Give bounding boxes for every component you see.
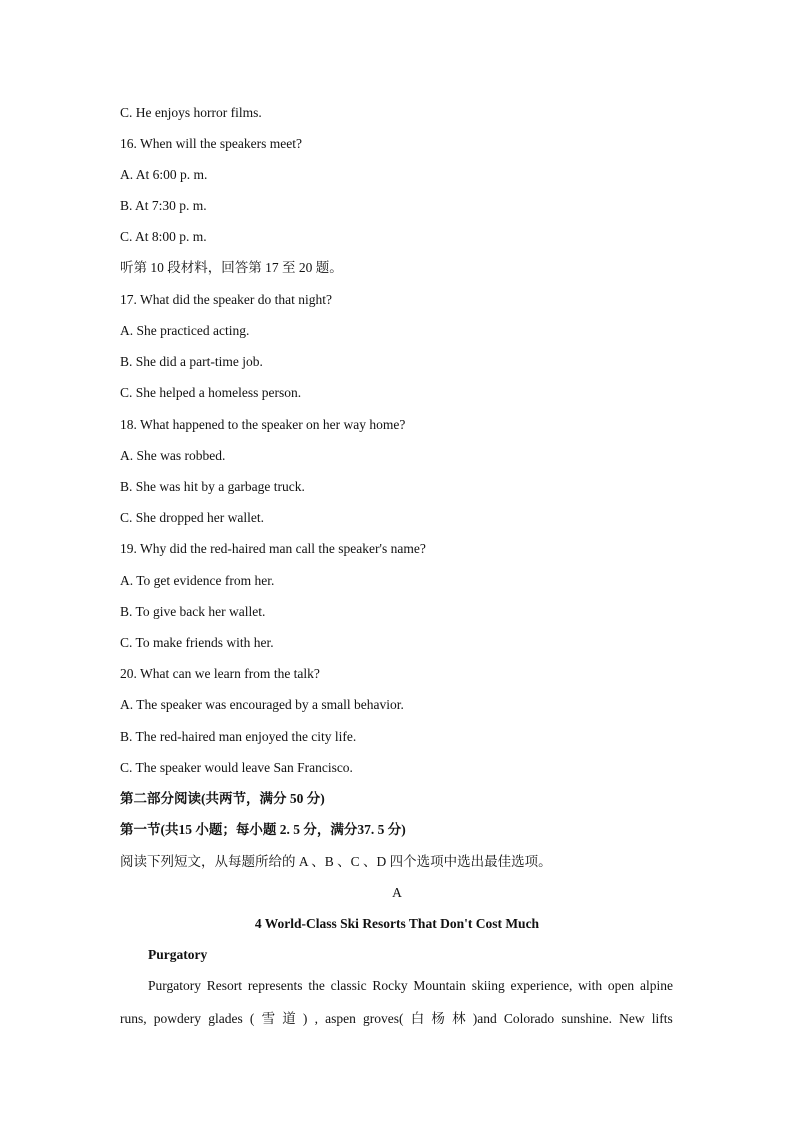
- word: 道: [282, 1011, 296, 1026]
- option-18b: B. She was hit by a garbage truck.: [120, 479, 305, 494]
- word: Colorado: [503, 1011, 555, 1026]
- passage-title: 4 World-Class Ski Resorts That Don't Cost Much: [254, 916, 540, 931]
- word: open: [607, 978, 635, 993]
- paragraph-line-1: [120, 977, 673, 995]
- option-16a: A. At 6:00 p. m.: [120, 167, 208, 182]
- word: Resort: [206, 978, 243, 993]
- option-17b: B. She did a part-time job.: [120, 354, 263, 369]
- word: New: [619, 1011, 645, 1026]
- word: runs,: [120, 1011, 147, 1026]
- word: experience,: [510, 978, 573, 993]
- word: Rocky: [372, 978, 408, 993]
- word: ,: [314, 1011, 318, 1026]
- word: (: [249, 1011, 255, 1026]
- question-20: 20. What can we learn from the talk?: [120, 666, 320, 681]
- word: aspen: [325, 1011, 356, 1026]
- reading-instruction: 阅读下列短文，从每题所给的 A 、B 、C 、D 四个选项中选出最佳选项。: [120, 854, 552, 869]
- word: the: [308, 978, 325, 993]
- word: ): [302, 1011, 308, 1026]
- option-20a: A. The speaker was encouraged by a small behavior.: [120, 697, 404, 712]
- word: skiing: [471, 978, 505, 993]
- question-18: 18. What happened to the speaker on her way home?: [120, 417, 406, 432]
- resort-subheading: Purgatory: [148, 947, 208, 962]
- option-19c: C. To make friends with her.: [120, 635, 274, 650]
- option-19b: B. To give back her wallet.: [120, 604, 266, 619]
- word: lifts: [651, 1011, 673, 1026]
- question-17: 17. What did the speaker do that night?: [120, 292, 332, 307]
- word: alpine: [639, 978, 673, 993]
- paragraph-line-1-text: [120, 977, 673, 995]
- listening-instruction: 听第 10 段材料，回答第 17 至 20 题。: [120, 260, 343, 275]
- option-18c: C. She dropped her wallet.: [120, 510, 264, 525]
- part-heading: 第二部分阅读(共两节，满分 50 分): [120, 791, 325, 806]
- option-19a: A. To get evidence from her.: [120, 573, 275, 588]
- word: represents: [247, 978, 303, 993]
- word: groves(: [363, 1011, 404, 1026]
- word: 杨: [431, 1011, 445, 1026]
- word: powdery: [153, 1011, 202, 1026]
- question-16: 16. When will the speakers meet?: [120, 136, 302, 151]
- section-heading: 第一节(共15 小题；每小题 2. 5 分，满分37. 5 分): [120, 822, 406, 837]
- word: 雪: [261, 1011, 276, 1026]
- word: )and: [472, 1011, 497, 1026]
- word: with: [578, 978, 603, 993]
- word: 白: [410, 1011, 425, 1026]
- option-18a: A. She was robbed.: [120, 448, 226, 463]
- word: classic: [330, 978, 367, 993]
- option-20b: B. The red-haired man enjoyed the city life.: [120, 729, 357, 744]
- word: 林: [452, 1011, 466, 1026]
- option-16b: B. At 7:30 p. m.: [120, 198, 207, 213]
- option-17a: A. She practiced acting.: [120, 323, 250, 338]
- paragraph-line-2-text: [120, 1010, 673, 1028]
- word: Mountain: [413, 978, 466, 993]
- option-15c: C. He enjoys horror films.: [120, 105, 262, 120]
- word: glades: [208, 1011, 243, 1026]
- question-19: 19. Why did the red-haired man call the speaker's name?: [120, 541, 426, 556]
- word: Purgatory: [148, 978, 201, 993]
- paragraph-line-2: [120, 1010, 673, 1028]
- option-20c: C. The speaker would leave San Francisco.: [120, 760, 353, 775]
- passage-letter: A: [392, 885, 402, 900]
- word: sunshine.: [561, 1011, 612, 1026]
- option-17c: C. She helped a homeless person.: [120, 385, 302, 400]
- option-16c: C. At 8:00 p. m.: [120, 229, 207, 244]
